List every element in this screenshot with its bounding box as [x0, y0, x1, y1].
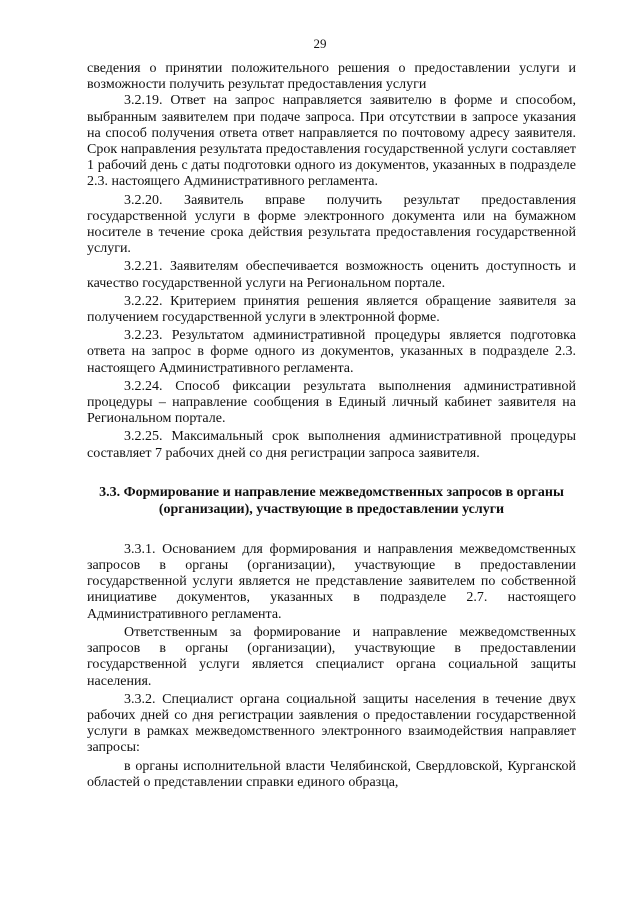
- document-body: [87, 61, 576, 791]
- paragraph-3-2-25: 3.2.25. Максимальный срок выполнения административной процедуры составляет 7 рабочих дней со дня регистрации запроса заявителя.: [87, 429, 576, 461]
- paragraph-3-2-22: 3.2.22. Критерием принятия решения является обращение заявителя за получением государственной услуги в электронной форме.: [87, 293, 576, 326]
- paragraph-3-2-24: 3.2.24. Способ фиксации результата выполнения административной процедуры – направление сообщения в Единый личный кабинет заявителя на Региональном портале.: [87, 378, 576, 427]
- paragraph-3-3-2: 3.3.2. Специалист органа социальной защиты населения в течение двух рабочих дней со дня регистрации заявления о предоставлении государственной услуги в рамках межведомственного электронного взаимодействия направляет запросы:: [87, 691, 576, 756]
- paragraph-3-3-1: 3.3.1. Основанием для формирования и направления межведомственных запросов в органы (организации), участвующие в предоставлении государственной услуги является не представление заявителем по собственной инициативе документов, указанных в подразделе 2.7. настоящего Административного регламента.: [87, 541, 576, 622]
- paragraph-requests-list: в органы исполнительной власти Челябинской, Свердловской, Курганской областей о представлении справки единого образца,: [87, 758, 576, 790]
- paragraph-3-2-20: 3.2.20. Заявитель вправе получить результат предоставления государственной услуги в форме электронного документа или на бумажном носителе в течение срока действия результата предоставления государственной услуги.: [87, 192, 576, 257]
- paragraph-responsible-specialist: Ответственным за формирование и направление межведомственных запросов в органы (организации), участвующие в предоставлении государственной услуги является специалист органа социальной защиты населения.: [87, 624, 576, 689]
- page-number: 29: [313, 36, 327, 51]
- paragraph-3-2-23: 3.2.23. Результатом административной процедуры является подготовка ответа на запрос в форме одного из документов, указанных в подразделе 2.3. настоящего Административного регламента.: [87, 328, 576, 376]
- section-heading-3-3: 3.3. Формирование и направление межведомственных запросов в органы (организации), участвующие в предоставлении услуги: [99, 484, 564, 517]
- paragraph-continuation: сведения о принятии положительного решения о предоставлении услуги и возможности получить результат предоставления услуги: [87, 61, 576, 93]
- paragraph-3-2-21: 3.2.21. Заявителям обеспечивается возможность оценить доступность и качество государственной услуги на Региональном портале.: [87, 259, 576, 291]
- paragraph-3-2-19: 3.2.19. Ответ на запрос направляется заявителю в форме и способом, выбранным заявителем при подаче запроса. При отсутствии в запросе указания на способ получения ответа ответ направляется по почтовому адресу заявителя. Срок направления результата предоставления государственной услуги составляет 1 рабочий день с даты подготовки одного из документов, указанных в подразделе 2.3. настоящего Административного регламента.: [87, 93, 576, 190]
